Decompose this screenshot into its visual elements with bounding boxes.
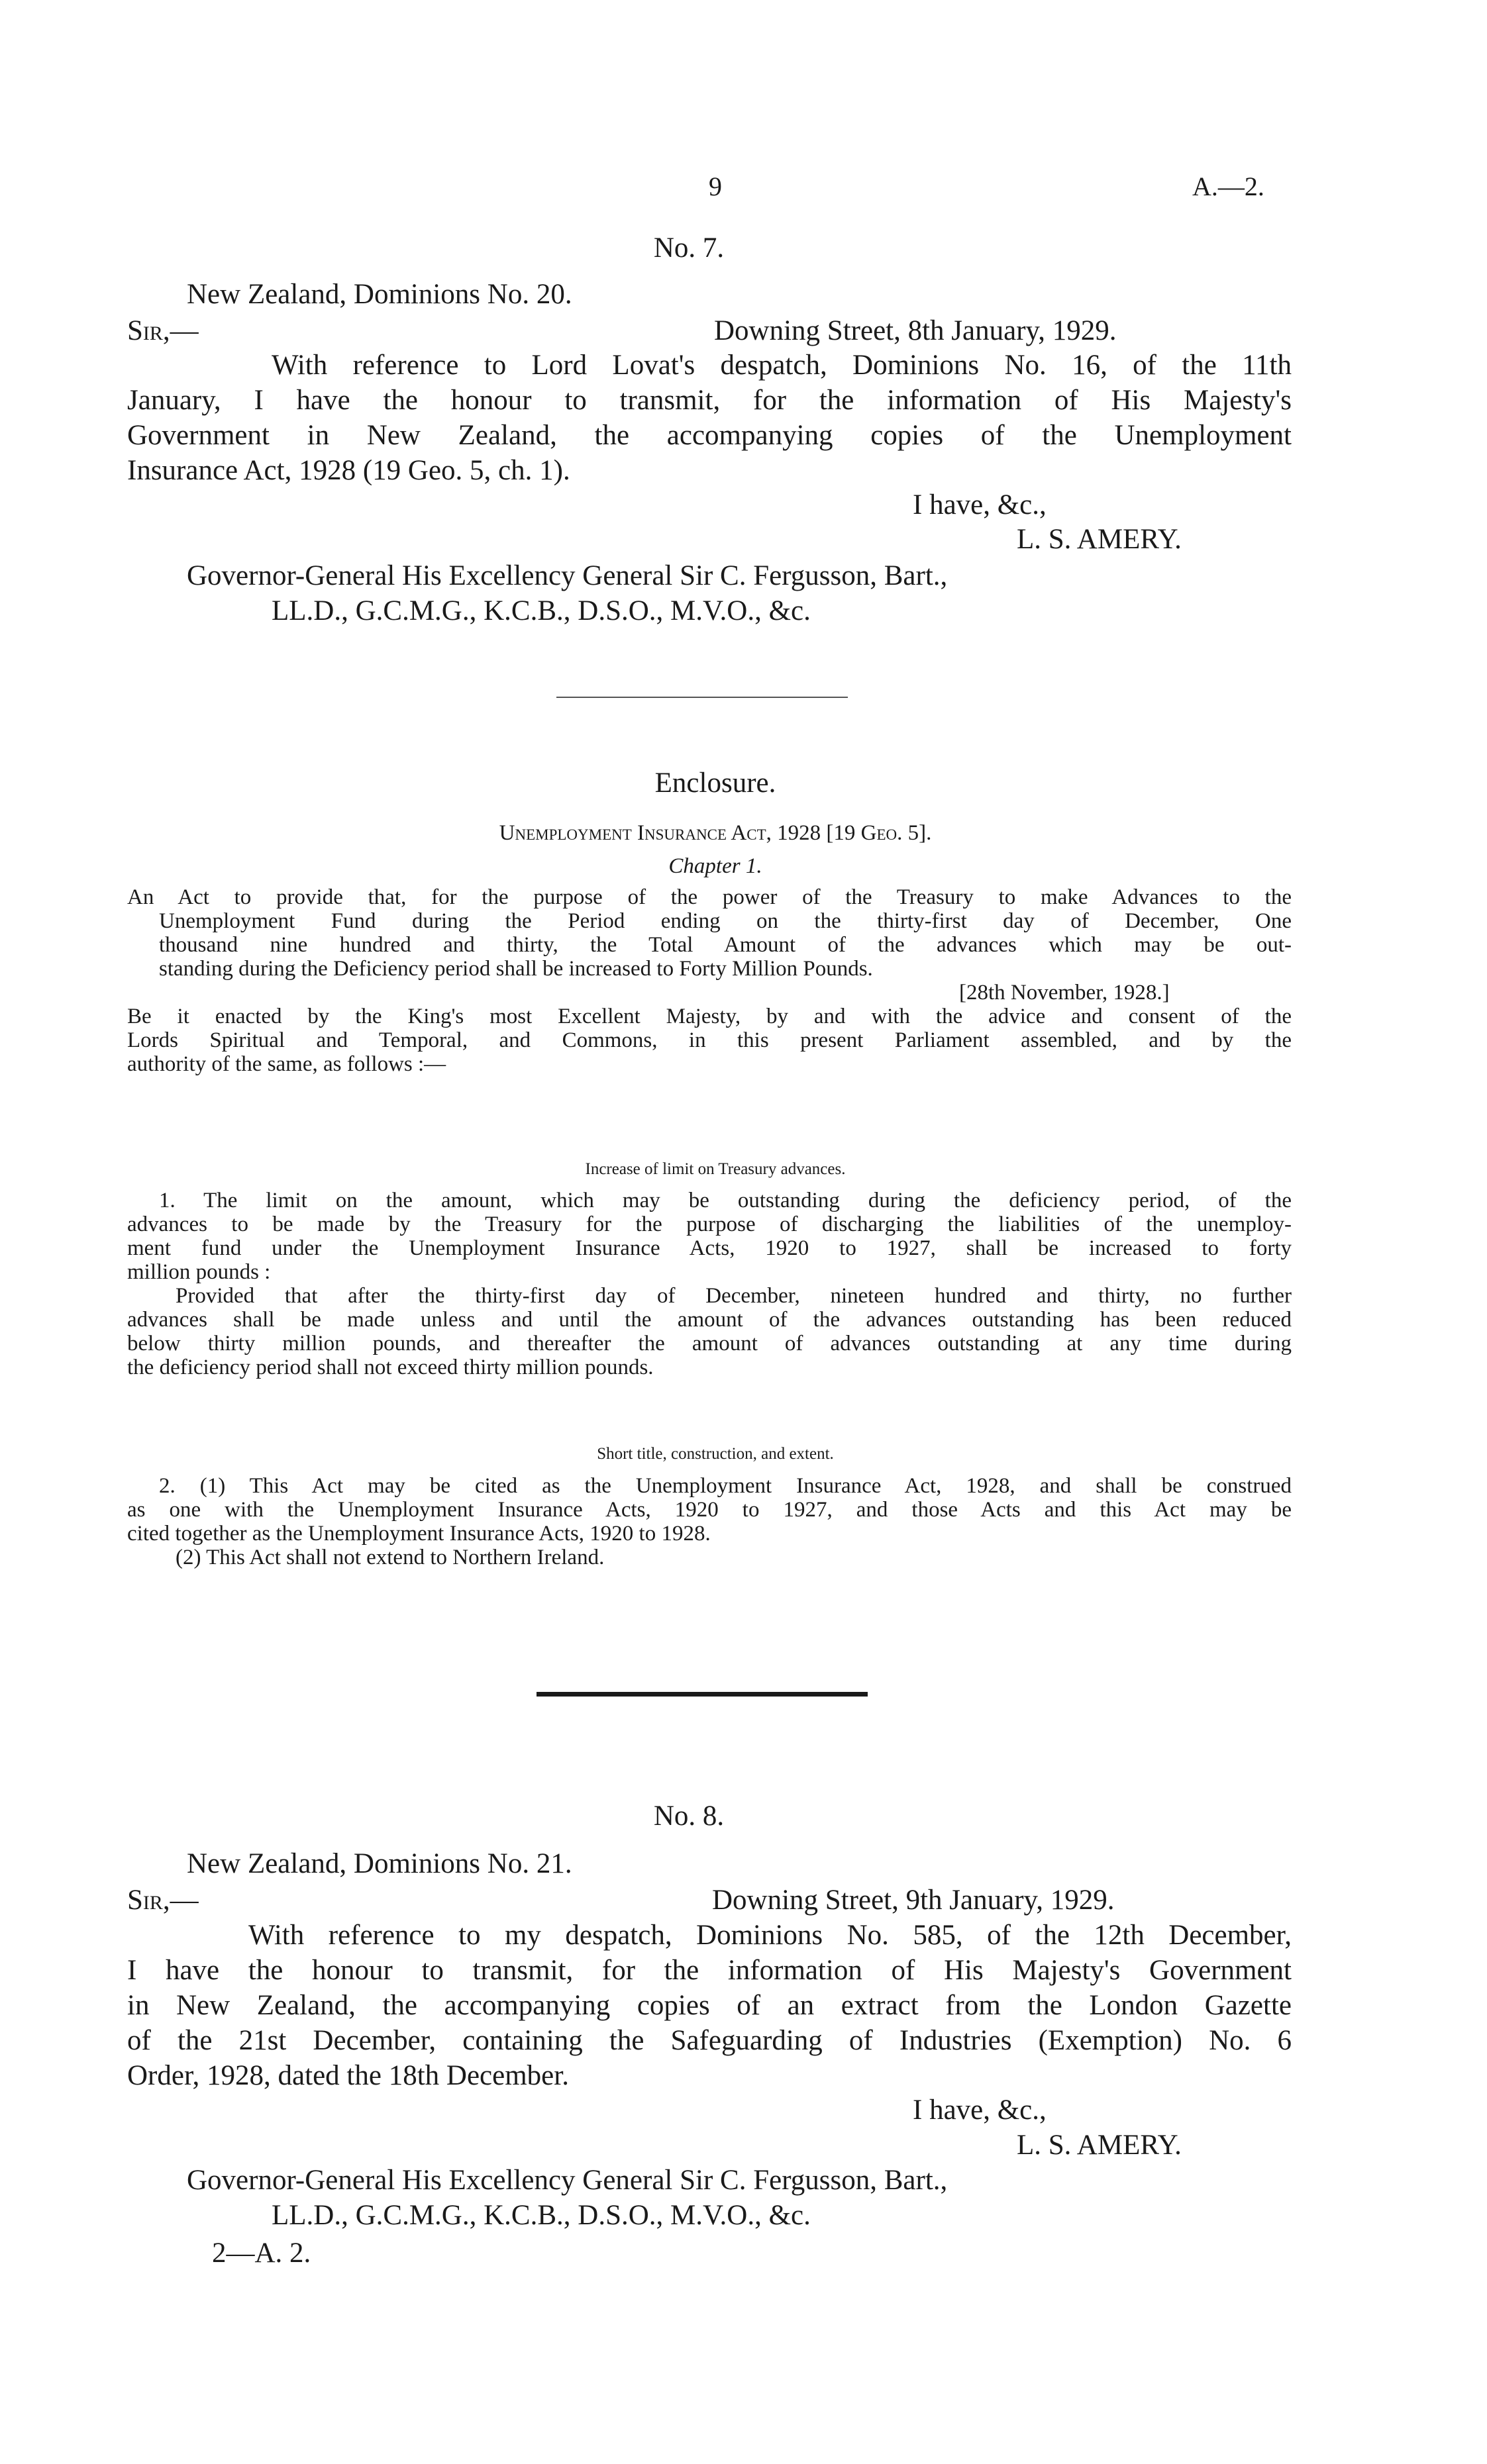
addressee: Governor-General His Excellency General Sir C. Fergusson, Bart., [187, 2165, 948, 2196]
body-line: in New Zealand, the accompanying copies of an extract from the London Gazette [127, 1990, 1292, 2021]
body-line: With reference to my despatch, Dominions No. 585, of the 12th December, [248, 1920, 1292, 1951]
body-line: January, I have the honour to transmit, for the information of His Majesty's [127, 385, 1292, 416]
long-title-line: Unemployment Fund during the Period ending on the thirty-first day of December, One [159, 909, 1292, 933]
section-divider [537, 1692, 868, 1697]
signature: L. S. AMERY. [1017, 2130, 1182, 2161]
body-line: Government in New Zealand, the accompanying copies of the Unemployment [127, 420, 1292, 451]
long-title-line: An Act to provide that, for the purpose of the power of the Treasury to make Advances to the [127, 885, 1292, 909]
paper-reference: A.—2. [1192, 172, 1264, 201]
chapter: Chapter 1. [668, 854, 762, 878]
section-heading: Increase of limit on Treasury advances. [585, 1160, 846, 1178]
enacting-line: authority of the same, as follows :— [127, 1052, 446, 1076]
despatch-reference: New Zealand, Dominions No. 20. [187, 279, 572, 310]
body-line: I have the honour to transmit, for the information of His Majesty's Government [127, 1955, 1292, 1986]
section-line: as one with the Unemployment Insurance Acts, 1920 to 1927, and those Acts and this Act may be [127, 1498, 1292, 1522]
section-line: ment fund under the Unemployment Insurance Acts, 1920 to 1927, shall be increased to forty [127, 1236, 1292, 1260]
salutation: Sir,— [127, 1885, 199, 1916]
body-line: With reference to Lord Lovat's despatch, Dominions No. 16, of the 11th [272, 350, 1292, 381]
proviso-line: Provided that after the thirty-first day of December, nineteen hundred and thirty, no further [176, 1284, 1292, 1308]
section-line: 2. (1) This Act may be cited as the Unemployment Insurance Act, 1928, and shall be construed [159, 1474, 1292, 1498]
closing: I have, &c., [913, 489, 1047, 520]
body-line: of the 21st December, containing the Safeguarding of Industries (Exemption) No. 6 [127, 2025, 1292, 2056]
section-line: (2) This Act shall not extend to Northern Ireland. [176, 1546, 605, 1569]
printer-signature-mark: 2—A. 2. [212, 2238, 311, 2269]
signature: L. S. AMERY. [1017, 524, 1182, 555]
addressee: Governor-General His Excellency General Sir C. Fergusson, Bart., [187, 560, 948, 591]
despatch-number: No. 8. [653, 1800, 725, 1832]
addressee-honours: LL.D., G.C.M.G., K.C.B., D.S.O., M.V.O., &c. [272, 2200, 811, 2231]
enacting-line: Be it enacted by the King's most Excellent Majesty, by and with the advice and consent of the [127, 1005, 1292, 1028]
section-heading: Short title, construction, and extent. [597, 1445, 834, 1463]
enclosure-heading: Enclosure. [654, 767, 776, 799]
salutation: Sir,— [127, 315, 199, 346]
page-number: 9 [709, 172, 722, 201]
proviso-line: the deficiency period shall not exceed thirty million pounds. [127, 1355, 654, 1379]
section-line: 1. The limit on the amount, which may be outstanding during the deficiency period, of the [159, 1189, 1292, 1212]
long-title-line: standing during the Deficiency period shall be increased to Forty Million Pounds. [159, 957, 873, 981]
section-line: million pounds : [127, 1260, 271, 1284]
section-divider [556, 697, 848, 698]
assent-date: [28th November, 1928.] [959, 981, 1170, 1005]
dateline: Downing Street, 8th January, 1929. [714, 315, 1117, 346]
enacting-line: Lords Spiritual and Temporal, and Commons, in this present Parliament assembled, and by the [127, 1028, 1292, 1052]
proviso-line: below thirty million pounds, and thereafter the amount of advances outstanding at any time during [127, 1332, 1292, 1355]
act-title: Unemployment Insurance Act, 1928 [19 Geo. 5]. [499, 821, 932, 845]
proviso-line: advances shall be made unless and until the amount of the advances outstanding has been reduced [127, 1308, 1292, 1332]
body-line: Insurance Act, 1928 (19 Geo. 5, ch. 1). [127, 455, 570, 486]
section-line: advances to be made by the Treasury for the purpose of discharging the liabilities of the unemploy- [127, 1212, 1292, 1236]
despatch-number: No. 7. [653, 232, 725, 264]
dateline: Downing Street, 9th January, 1929. [712, 1885, 1115, 1916]
long-title-line: thousand nine hundred and thirty, the Total Amount of the advances which may be out- [159, 933, 1292, 957]
despatch-reference: New Zealand, Dominions No. 21. [187, 1848, 572, 1879]
closing: I have, &c., [913, 2094, 1047, 2126]
section-line: cited together as the Unemployment Insurance Acts, 1920 to 1928. [127, 1522, 711, 1546]
body-line: Order, 1928, dated the 18th December. [127, 2060, 569, 2091]
addressee-honours: LL.D., G.C.M.G., K.C.B., D.S.O., M.V.O., &c. [272, 595, 811, 626]
